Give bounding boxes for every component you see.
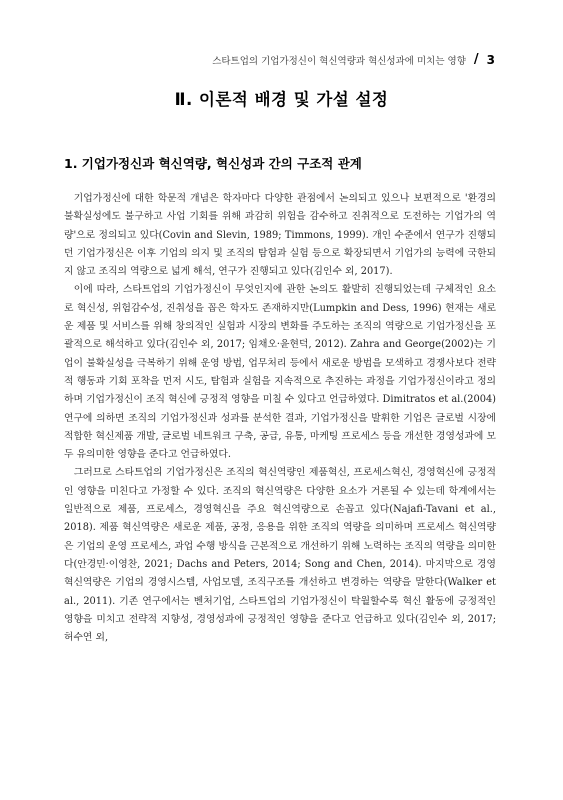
- header-separator: /: [473, 52, 479, 67]
- paragraph: 기업가정신에 대한 학문적 개념은 학자마다 다양한 관점에서 논의되고 있으나 보편적으로 '환경의 불확실성에도 불구하고 사업 기회를 위해 과감히 위험을 감수하고 진취적으로 도전하는 기업가의 역량'으로 정의되고 있다(Covin and Slevin, 1989; Timmons, 1999). 개인 수준에서 연구가 진행되던 기업가정신은 이후 기업의 의지 및 조직의 탐험과 실험 등으로 확장되면서 기업가의 능력에 국한되지 않고 조직의 역량으로 넓게 해석, 연구가 진행되고 있다(김인수 외, 2017).: [64, 193, 496, 278]
- body-text: [64, 190, 496, 647]
- paragraph: 이에 따라, 스타트업의 기업가정신이 무엇인지에 관한 논의도 활발히 진행되었는데 구체적인 요소로 혁신성, 위험감수성, 진취성을 꼽은 학자도 존재하지만(Lumpkin and Dess, 1996) 현재는 새로운 제품 및 서비스를 위해 창의적인 실험과 시장의 변화를 주도하는 조직의 역량으로 기업가정신을 포괄적으로 해석하고 있다(김인수 외, 2017; 임채오·윤현덕, 2012). Zahra and George(2002)는 기업이 불확실성을 극복하기 위해 운영 방법, 업무처리 등에서 새로운 방법을 모색하고 경쟁사보다 전략적 행동과 기회 포착을 먼저 시도, 탐험과 실험을 지속적으로 추진하는 과정을 기업가정신이라고 정의하며 기업가정신이 조직 혁신에 긍정적 영향을 미칠 수 있다고 언급하였다. Dimitratos et al.(2004) 연구에 의하면 조직의 기업가정신과 성과를 분석한 결과, 기업가정신을 발휘한 기업은 글로벌 시장에 적합한 혁신제품 개발, 글로벌 네트워크 구축, 공급, 유통, 마케팅 프로세스 등을 개선한 경영성과에 모두 유의미한 영향을 준다고 언급하였다.: [64, 284, 496, 461]
- chapter-title: Ⅱ. 이론적 배경 및 가설 설정: [174, 90, 389, 109]
- running-header: [212, 52, 495, 67]
- running-title: 스타트업의 기업가정신이 혁신역량과 혁신성과에 미치는 영향: [212, 55, 466, 67]
- page-number: 3: [486, 52, 495, 67]
- section-title: 1. 기업가정신과 혁신역량, 혁신성과 간의 구조적 관계: [64, 156, 362, 171]
- paragraph: 그러므로 스타트업의 기업가정신은 조직의 혁신역량인 제품혁신, 프로세스혁신, 경영혁신에 긍정적인 영향을 미친다고 가정할 수 있다. 조직의 혁신역량은 다양한 요소가 거론될 수 있는데 학계에서는 일반적으로 제품, 프로세스, 경영혁신을 주요 혁신역량으로 손꼽고 있다(Najafi-Tavani et al., 2018). 제품 혁신역량은 새로운 제품, 공정, 응용을 위한 조직의 역량을 의미하며 프로세스 혁신역량은 기업의 운영 프로세스, 과업 수행 방식을 근본적으로 개선하기 위해 노력하는 조직의 역량을 의미한다(안경민·이영찬, 2021; Dachs and Peters, 2014; Song and Chen, 2014). 마지막으로 경영 혁신역량은 기업의 경영시스템, 사업모델, 조직구조를 개선하고 변경하는 역량을 말한다(Walker et al., 2011). 기존 연구에서는 벤처기업, 스타트업의 기업가정신이 탁월할수록 혁신 활동에 긍정적인 영향을 미치고 전략적 지향성, 경영성과에 긍정적인 영향을 준다고 언급하고 있다(김인수 외, 2017; 허수연 외,: [64, 467, 496, 644]
